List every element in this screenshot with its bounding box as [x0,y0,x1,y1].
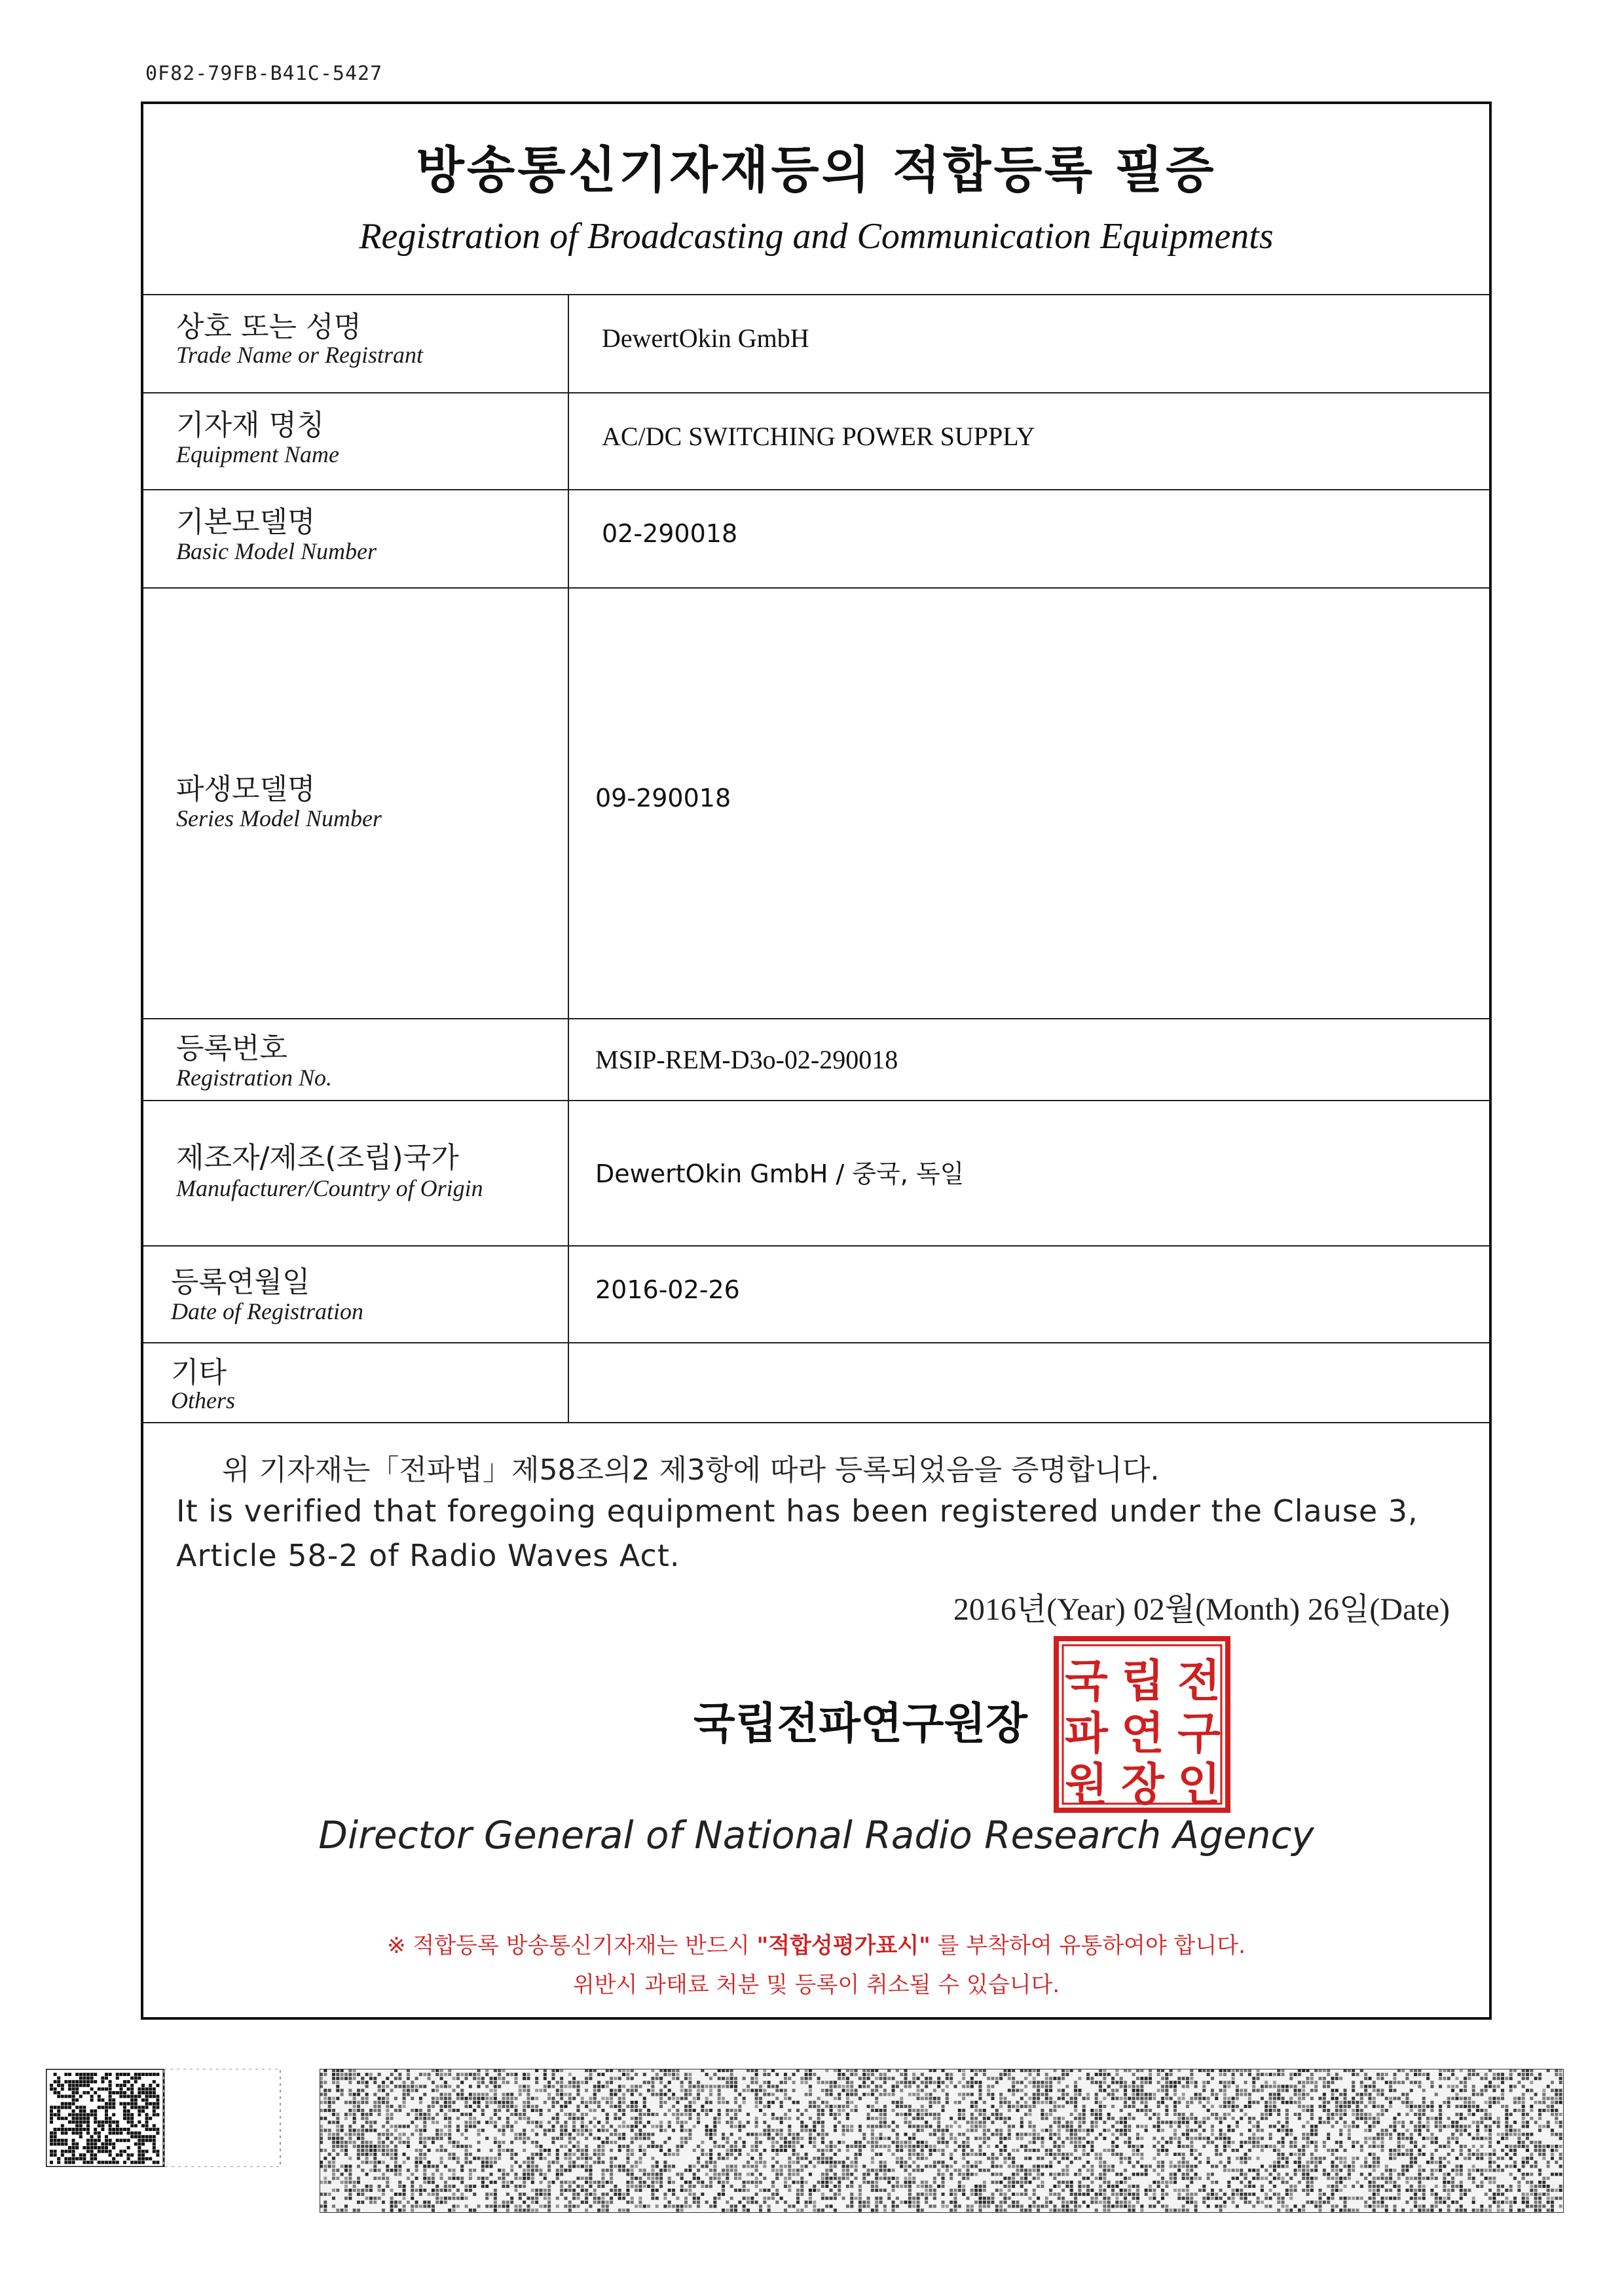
basic-model-value: 02-290018 [602,519,738,548]
label-korean: 기타 [171,1356,227,1389]
table-row [143,393,1489,490]
label-english: Date of Registration [171,1298,363,1324]
label-korean: 상호 또는 성명 [176,310,361,344]
svg-text:립: 립 [1121,1656,1164,1707]
notice-mark: ※ [387,1933,406,1959]
trade-name-value: DewertOkin GmbH [602,323,809,353]
certificate-title: 방송통신기자재등의 적합등록 필증 [416,141,1217,199]
svg-text:전: 전 [1177,1656,1221,1707]
issuer-korean: 국립전파연구원장 [693,1698,1028,1749]
table-row [143,295,1489,393]
notice-text: 를 부착하여 유통하여야 합니다. [937,1933,1246,1959]
label-english: Manufacturer/Country of Origin [176,1175,483,1201]
row-label [143,490,569,587]
row-label [143,1101,569,1245]
certificate-frame [141,101,1492,2020]
series-model-value: 09-290018 [595,784,731,812]
svg-text:원: 원 [1065,1759,1108,1811]
table-row [143,1101,1489,1247]
registration-date-value: 2016-02-26 [595,1275,740,1304]
security-barcode-icon [320,2069,1564,2213]
label-korean: 파생모델명 [176,773,316,806]
row-label [143,1019,569,1100]
label-english: Trade Name or Registrant [176,342,424,368]
row-label [143,1343,569,1422]
svg-text:장: 장 [1121,1759,1164,1811]
label-english: Others [171,1387,235,1413]
official-seal-icon [1054,1636,1230,1813]
row-label [143,1247,569,1342]
svg-text:파: 파 [1065,1708,1108,1760]
table-row [143,490,1489,589]
label-english: Registration No. [176,1065,333,1091]
manufacturer-value: DewertOkin GmbH / 중국, 독일 [595,1159,965,1188]
label-korean: 등록연월일 [171,1266,310,1299]
row-label [143,295,569,392]
document-id: 0F82-79FB-B41C-5427 [145,62,383,85]
svg-text:연: 연 [1121,1708,1164,1760]
qr-code-icon [46,2069,282,2167]
certificate-subtitle: Registration of Broadcasting and Communication Equipments [359,216,1274,257]
label-english: Series Model Number [176,805,382,831]
issuer-english: Director General of National Radio Research Agency [318,1813,1314,1857]
row-label [143,589,569,1018]
label-korean: 기자재 명칭 [176,409,325,442]
label-korean: 기본모델명 [176,505,316,539]
registration-number-value: MSIP-REM-D3o-02-290018 [595,1045,898,1074]
label-korean: 등록번호 [176,1032,288,1065]
notice-line-2: 위반시 과태료 처분 및 등록이 취소될 수 있습니다. [572,1972,1060,1998]
notice-line-1 [143,1927,1489,1959]
table-row [143,1343,1489,1423]
registration-table [143,294,1489,1423]
table-row [143,589,1489,1019]
notice-emphasis: "적합성평가표시" [756,1933,931,1959]
label-english: Equipment Name [176,441,339,467]
table-row [143,1019,1489,1101]
notice-text: 적합등록 방송통신기자재는 반드시 [413,1933,750,1959]
equipment-name-value: AC/DC SWITCHING POWER SUPPLY [602,422,1035,451]
svg-text:국: 국 [1065,1656,1108,1707]
label-korean: 제조자/제조(조립)국가 [176,1141,459,1175]
svg-text:인: 인 [1177,1759,1221,1811]
statement-english: It is verified that foregoing equipment has been registered under the Clause 3, Article 58-2 of Radio Waves Act. [176,1493,1418,1573]
issue-date: 2016년(Year) 02월(Month) 26일(Date) [953,1592,1450,1627]
label-english: Basic Model Number [176,538,377,564]
table-row [143,1247,1489,1343]
row-label [143,393,569,489]
svg-text:구: 구 [1177,1708,1221,1760]
statement-korean: 위 기자재는「전파법」제58조의2 제3항에 따라 등록되었음을 증명합니다. [222,1453,1160,1487]
